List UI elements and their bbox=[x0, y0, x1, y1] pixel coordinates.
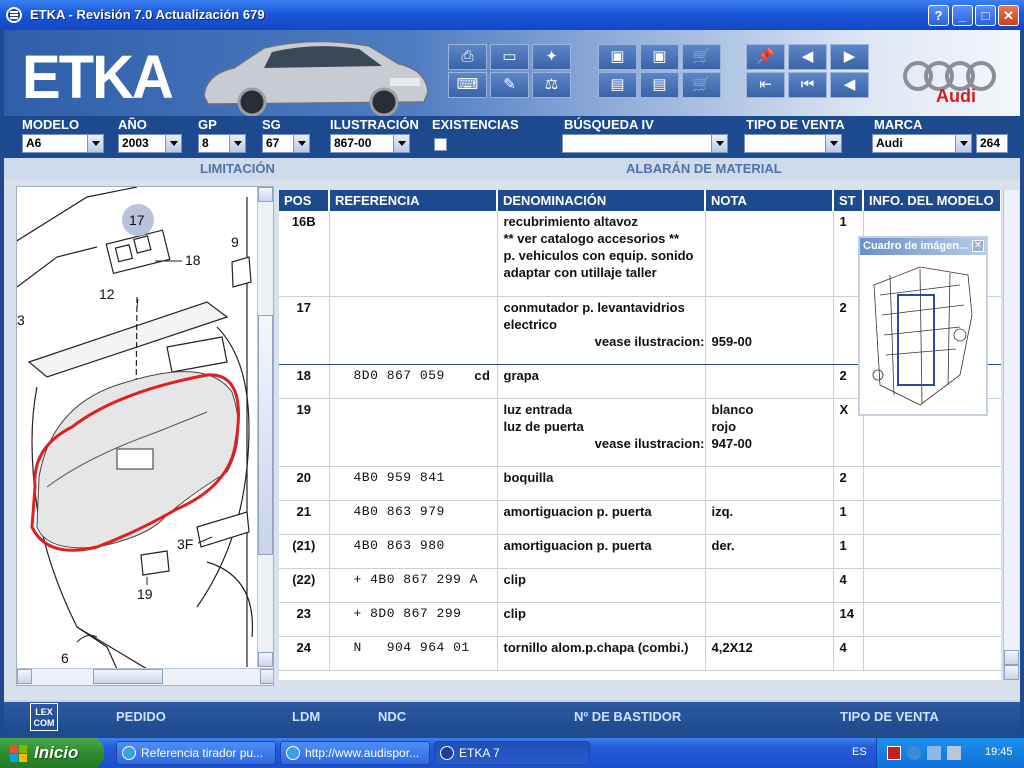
denominacion-line: boquilla bbox=[503, 469, 554, 485]
lexcom-logo: LEX COM bbox=[30, 703, 58, 731]
window-title: ETKA - Revisión 7.0 Actualización 679 bbox=[30, 7, 265, 22]
sg-value: 67 bbox=[266, 136, 280, 150]
scroll-thumb[interactable] bbox=[258, 315, 273, 555]
anio-label: AÑO bbox=[118, 117, 147, 132]
callout-3f: 3F bbox=[177, 536, 194, 552]
cell-pos: 21 bbox=[279, 500, 329, 534]
cell-pos: 24 bbox=[279, 636, 329, 670]
busqueda-select[interactable] bbox=[562, 134, 728, 153]
audi-brand-text: Audi bbox=[936, 86, 976, 106]
cell-pos: 18 bbox=[279, 364, 329, 398]
cell-referencia bbox=[329, 568, 497, 602]
scale-icon[interactable]: ⚖ bbox=[532, 72, 571, 98]
window-icon[interactable]: ▭ bbox=[490, 44, 529, 70]
gp-label: GP bbox=[198, 117, 217, 132]
cell-pos: 16B bbox=[279, 211, 329, 296]
cell-referencia bbox=[329, 398, 497, 466]
scroll-down-icon[interactable] bbox=[1004, 665, 1019, 680]
tipo-venta-select[interactable] bbox=[744, 134, 842, 153]
existencias-label: EXISTENCIAS bbox=[432, 117, 519, 132]
ie-icon bbox=[286, 746, 300, 760]
car-list-icon[interactable]: ▤ bbox=[640, 72, 679, 98]
app-icon bbox=[6, 7, 22, 23]
bastidor-button[interactable]: Nº DE BASTIDOR bbox=[574, 709, 682, 724]
gp-select[interactable] bbox=[198, 134, 246, 153]
denominacion-line: p. vehiculos con equip. sonido bbox=[503, 248, 694, 263]
table-row[interactable] bbox=[279, 500, 1001, 534]
task-audisport[interactable] bbox=[280, 741, 430, 765]
cell-pos: 17 bbox=[279, 296, 329, 364]
gp-value: 8 bbox=[202, 136, 209, 150]
illustration-vertical-scrollbar[interactable] bbox=[257, 187, 273, 667]
cell-info-modelo bbox=[863, 500, 1001, 534]
busqueda-label: BÚSQUEDA IV bbox=[564, 117, 654, 132]
denominacion-line: vease ilustracion: bbox=[594, 435, 705, 451]
denominacion-line: adaptar con utillaje taller bbox=[503, 265, 657, 280]
task-label: ETKA 7 bbox=[459, 746, 500, 760]
cell-st: X bbox=[833, 398, 863, 466]
chevron-down-icon[interactable] bbox=[165, 135, 181, 152]
cell-info-modelo bbox=[863, 636, 1001, 670]
nota-line bbox=[712, 316, 827, 333]
keyboard-icon[interactable]: ⌨ bbox=[448, 72, 487, 98]
monitor-icon[interactable] bbox=[947, 746, 961, 760]
nota-line bbox=[712, 571, 827, 588]
cell-denominacion bbox=[497, 568, 705, 602]
etka-icon bbox=[440, 746, 454, 760]
denominacion-line: tornillo alom.p.chapa (combi.) bbox=[503, 639, 689, 655]
cart-icon[interactable]: 🛒 bbox=[682, 72, 721, 98]
cell-st: 1 bbox=[833, 500, 863, 534]
marca-select[interactable] bbox=[872, 134, 972, 153]
nota-line bbox=[712, 605, 827, 622]
cell-nota bbox=[705, 534, 833, 568]
table-vertical-scrollbar[interactable] bbox=[1003, 190, 1019, 680]
col-info-modelo[interactable]: INFO. DEL MODELO bbox=[863, 190, 1001, 211]
chevron-down-icon[interactable] bbox=[229, 135, 245, 152]
nota-line bbox=[712, 299, 827, 316]
ilustracion-value: 867-00 bbox=[334, 136, 372, 150]
callout-6: 6 bbox=[61, 650, 69, 666]
cell-info-modelo bbox=[863, 568, 1001, 602]
chevron-down-icon[interactable] bbox=[825, 135, 841, 152]
handshake-icon[interactable]: ✦ bbox=[532, 44, 571, 70]
scroll-thumb[interactable] bbox=[1004, 650, 1019, 665]
modelo-select[interactable] bbox=[22, 134, 104, 153]
denominacion-line: ** ver catalogo accesorios ** bbox=[503, 231, 680, 246]
dedcat-icon[interactable]: ▣ bbox=[640, 44, 679, 70]
pin-icon[interactable]: 📌 bbox=[746, 44, 785, 70]
bottom-nav bbox=[4, 700, 1020, 732]
cell-pos: 19 bbox=[279, 398, 329, 466]
cell-nota bbox=[705, 296, 833, 364]
cell-pos: (21) bbox=[279, 534, 329, 568]
cell-denominacion bbox=[497, 296, 705, 364]
sub-header bbox=[4, 158, 1020, 180]
nota-line: 947-00 bbox=[711, 435, 752, 451]
cell-pos: 23 bbox=[279, 602, 329, 636]
cell-st: 2 bbox=[833, 466, 863, 500]
chevron-down-icon[interactable] bbox=[87, 135, 103, 152]
cell-nota bbox=[705, 636, 833, 670]
cell-info-modelo bbox=[863, 466, 1001, 500]
callout-19: 19 bbox=[137, 586, 153, 602]
cell-referencia bbox=[329, 211, 497, 296]
nota-line: izq. bbox=[711, 503, 734, 519]
chevron-down-icon[interactable] bbox=[955, 135, 971, 152]
cell-nota bbox=[705, 398, 833, 466]
cell-denominacion bbox=[497, 364, 705, 398]
tray-icon[interactable] bbox=[927, 746, 941, 760]
image-preview-popup[interactable] bbox=[858, 236, 988, 416]
denominacion-line: luz entrada bbox=[503, 401, 573, 417]
cell-denominacion bbox=[497, 466, 705, 500]
pencil-icon[interactable]: ✎ bbox=[490, 72, 529, 98]
col-nota[interactable]: NOTA bbox=[705, 190, 833, 211]
nota-line: blanco bbox=[711, 401, 754, 417]
callout-12: 12 bbox=[99, 286, 115, 302]
denominacion-line: electrico bbox=[503, 316, 557, 332]
cell-referencia bbox=[329, 364, 497, 398]
cell-pos: 20 bbox=[279, 466, 329, 500]
sg-select[interactable] bbox=[262, 134, 310, 153]
system-tray bbox=[876, 738, 1024, 768]
scroll-up-icon[interactable] bbox=[258, 187, 273, 202]
denominacion-line: vease ilustracion: bbox=[594, 333, 705, 349]
scroll-thumb-horizontal[interactable] bbox=[93, 669, 163, 684]
cell-st: 4 bbox=[833, 568, 863, 602]
modelo-value: A6 bbox=[26, 136, 42, 150]
exit-icon[interactable]: ⇤ bbox=[746, 72, 785, 98]
task-label: Referencia tirador pu... bbox=[141, 746, 264, 760]
cart-add-icon[interactable]: 🛒 bbox=[682, 44, 721, 70]
ie-icon bbox=[122, 746, 136, 760]
next-page-icon[interactable]: ▶ bbox=[830, 44, 869, 70]
anio-select[interactable] bbox=[118, 134, 182, 153]
minimize-button[interactable]: _ bbox=[952, 5, 973, 26]
modelo-label: MODELO bbox=[22, 117, 80, 132]
cell-referencia bbox=[329, 296, 497, 364]
cell-nota bbox=[705, 602, 833, 636]
title-bar bbox=[0, 0, 1024, 30]
denominacion-line: amortiguacion p. puerta bbox=[503, 503, 652, 519]
denominacion-line: recubrimiento altavoz bbox=[503, 214, 638, 229]
cell-nota bbox=[705, 500, 833, 534]
popup-title: Cuadro de imágen... bbox=[860, 238, 986, 255]
task-referencia[interactable] bbox=[116, 741, 276, 765]
denominacion-line: clip bbox=[503, 605, 526, 621]
windows-flag-icon bbox=[10, 745, 27, 762]
cell-denominacion bbox=[497, 636, 705, 670]
close-button[interactable]: ✕ bbox=[998, 5, 1019, 26]
callout-17: 17 bbox=[129, 212, 145, 228]
denominacion-line: conmutador p. levantavidrios bbox=[503, 299, 685, 315]
thumbnail-image bbox=[860, 255, 986, 414]
tray-app-icon[interactable] bbox=[887, 746, 901, 760]
language-indicator[interactable]: ES bbox=[852, 746, 867, 758]
scroll-down-icon[interactable] bbox=[258, 652, 273, 667]
reference-suffix: cd bbox=[474, 367, 491, 383]
ldm-button[interactable]: LDM bbox=[292, 709, 321, 724]
col-denominacion[interactable]: DENOMINACIÓN bbox=[497, 190, 705, 211]
close-icon[interactable]: ✕ bbox=[973, 240, 983, 251]
reference-number: 8D0 867 059 bbox=[353, 367, 445, 383]
cell-st: 1 bbox=[833, 534, 863, 568]
back-icon[interactable]: ◀ bbox=[830, 72, 869, 98]
cell-pos: (22) bbox=[279, 568, 329, 602]
monitor-icon[interactable]: ▤ bbox=[598, 72, 637, 98]
reference-number: 4B0 959 841 bbox=[353, 469, 445, 485]
reference-number: 4B0 863 980 bbox=[353, 537, 445, 553]
reference-number: N 904 964 01 bbox=[353, 639, 470, 655]
cell-denominacion bbox=[497, 602, 705, 636]
cell-denominacion bbox=[497, 211, 705, 296]
chevron-down-icon[interactable] bbox=[393, 135, 409, 152]
cell-nota bbox=[705, 364, 833, 398]
etka-logo: ETKA bbox=[22, 43, 172, 112]
table-row[interactable] bbox=[279, 602, 1001, 636]
cell-denominacion bbox=[497, 500, 705, 534]
table-row[interactable] bbox=[279, 568, 1001, 602]
cell-denominacion bbox=[497, 398, 705, 466]
tipo-venta-button[interactable]: TIPO DE VENTA bbox=[840, 709, 939, 724]
clock: 19:45 bbox=[985, 746, 1013, 758]
nota-line bbox=[712, 213, 827, 230]
cell-denominacion bbox=[497, 534, 705, 568]
nota-line: der. bbox=[711, 537, 735, 553]
cell-referencia bbox=[329, 466, 497, 500]
car-image bbox=[194, 34, 434, 116]
table-header bbox=[279, 190, 1001, 211]
cell-st: 2 bbox=[833, 364, 863, 398]
denominacion-line: amortiguacion p. puerta bbox=[503, 537, 652, 553]
nota-line: 959-00 bbox=[711, 333, 752, 349]
task-etka[interactable] bbox=[434, 741, 590, 765]
cell-st: 1 bbox=[833, 211, 863, 296]
denominacion-line: luz de puerta bbox=[503, 418, 584, 434]
start-label: Inicio bbox=[34, 743, 79, 762]
col-st[interactable]: ST bbox=[833, 190, 863, 211]
elsa-icon[interactable]: ▣ bbox=[598, 44, 637, 70]
marca-label: MARCA bbox=[874, 117, 923, 132]
first-icon[interactable]: ⏮ bbox=[788, 72, 827, 98]
task-label: http://www.audispor... bbox=[305, 746, 420, 760]
cell-referencia bbox=[329, 534, 497, 568]
tipo-venta-label: TIPO DE VENTA bbox=[746, 117, 845, 132]
table-row[interactable] bbox=[279, 466, 1001, 500]
table-row[interactable] bbox=[279, 636, 1001, 670]
cell-nota bbox=[705, 568, 833, 602]
illustration-horizontal-scrollbar[interactable] bbox=[17, 668, 274, 685]
col-pos[interactable]: POS bbox=[279, 190, 329, 211]
chevron-down-icon[interactable] bbox=[293, 135, 309, 152]
col-referencia[interactable]: REFERENCIA bbox=[329, 190, 497, 211]
reference-number: + 8D0 867 299 bbox=[353, 605, 462, 621]
ndc-button[interactable]: NDC bbox=[378, 709, 407, 724]
ilustracion-select[interactable] bbox=[330, 134, 410, 153]
cell-nota bbox=[705, 466, 833, 500]
denominacion-line: grapa bbox=[503, 367, 539, 383]
marca-value: Audi bbox=[876, 136, 903, 150]
filter-bar bbox=[4, 116, 1020, 158]
pedido-button[interactable]: PEDIDO bbox=[116, 709, 166, 724]
nota-line bbox=[712, 469, 827, 486]
reference-number: 4B0 863 979 bbox=[353, 503, 445, 519]
table-row[interactable] bbox=[279, 534, 1001, 568]
taskbar bbox=[0, 738, 1024, 768]
cell-st: 14 bbox=[833, 602, 863, 636]
help-button[interactable]: ? bbox=[928, 5, 949, 26]
albaran-label: ALBARÁN DE MATERIAL bbox=[626, 161, 782, 176]
existencias-checkbox[interactable] bbox=[434, 138, 447, 151]
cell-referencia bbox=[329, 636, 497, 670]
callout-3: 3 bbox=[17, 312, 25, 328]
cell-nota bbox=[705, 211, 833, 296]
illustration-panel[interactable] bbox=[16, 186, 274, 686]
limitacion-label[interactable]: LIMITACIÓN bbox=[200, 161, 275, 176]
nota-line: 4,2X12 bbox=[711, 639, 753, 655]
maximize-button[interactable]: □ bbox=[975, 5, 996, 26]
anio-value: 2003 bbox=[122, 136, 149, 150]
header bbox=[4, 30, 1020, 116]
chevron-down-icon[interactable] bbox=[711, 135, 727, 152]
prev-page-icon[interactable]: ◀ bbox=[788, 44, 827, 70]
sg-label: SG bbox=[262, 117, 281, 132]
network-icon[interactable] bbox=[907, 746, 921, 760]
cell-st: 4 bbox=[833, 636, 863, 670]
callout-9: 9 bbox=[231, 234, 239, 250]
nota-line: rojo bbox=[711, 418, 737, 434]
reference-number: + 4B0 867 299 A bbox=[353, 571, 479, 587]
marca-code: 264 bbox=[976, 134, 1008, 153]
start-button[interactable] bbox=[0, 738, 104, 768]
door-illustration bbox=[17, 187, 257, 669]
denominacion-line: clip bbox=[503, 571, 526, 587]
cell-info-modelo bbox=[863, 602, 1001, 636]
cell-referencia bbox=[329, 602, 497, 636]
cell-info-modelo bbox=[863, 534, 1001, 568]
printer-icon[interactable]: ⎙ bbox=[448, 44, 487, 70]
cell-st: 2 bbox=[833, 296, 863, 364]
ilustracion-label: ILUSTRACIÓN bbox=[330, 117, 419, 132]
nota-line bbox=[712, 367, 827, 384]
callout-18: 18 bbox=[185, 252, 201, 268]
scroll-left-icon[interactable] bbox=[17, 669, 32, 684]
cell-referencia bbox=[329, 500, 497, 534]
scroll-right-icon[interactable] bbox=[260, 669, 274, 684]
